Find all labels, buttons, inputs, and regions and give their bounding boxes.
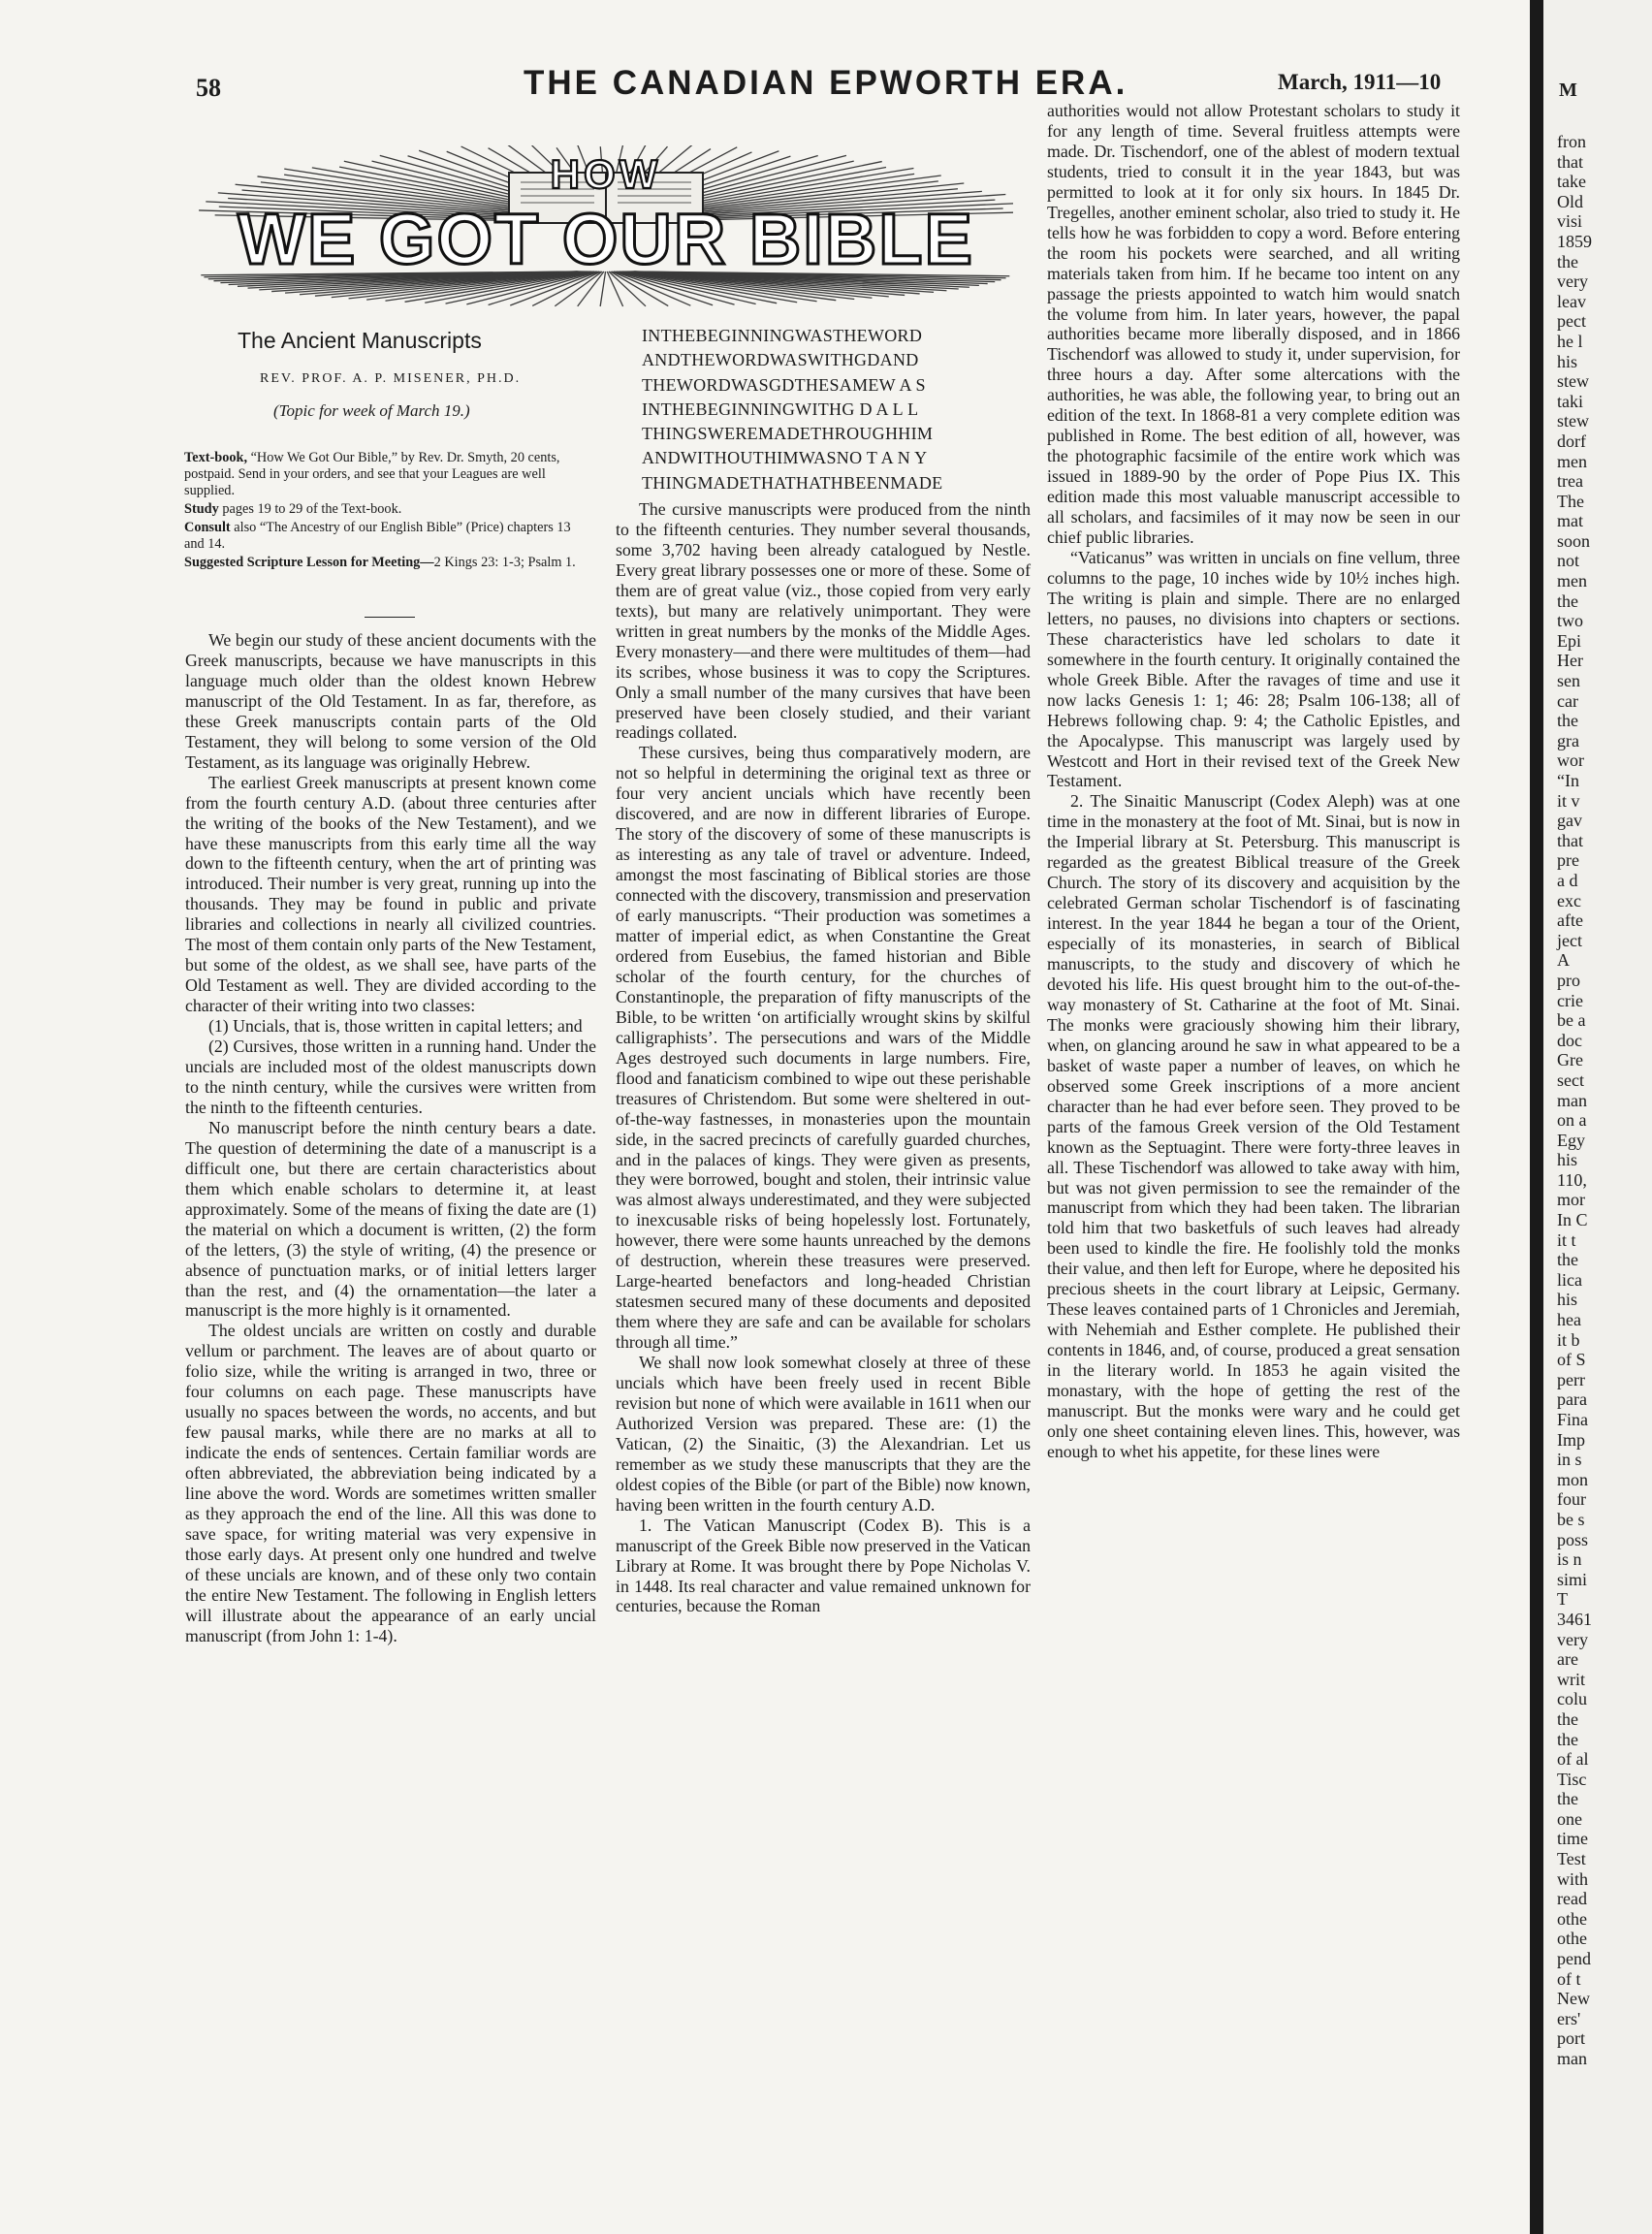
adjacent-line-fragment: fron xyxy=(1557,132,1586,151)
uncial-line: INTHEBEGINNINGWITHG D A L L xyxy=(642,399,919,419)
study-note xyxy=(184,520,593,553)
adjacent-line-fragment: his xyxy=(1557,351,1578,371)
adjacent-line-fragment: the xyxy=(1557,711,1578,731)
adjacent-line-fragment: car xyxy=(1557,690,1578,711)
adjacent-line-fragment: 3461 xyxy=(1557,1609,1592,1629)
adjacent-line-fragment: read xyxy=(1557,1889,1587,1909)
paragraph: The oldest uncials are written on costly and durable vellum or parchment. The leaves are of about quarto or folio size, while the writing is arranged in two, three or four columns on each page. These manuscripts have usually no spaces between the words, no accents, and but few pausal marks, while there are no marks at all to indicate the ends of sentences. Certain familiar words are often abbreviated, the abbreviation being indicated by a line above the word. Words are sometimes written smaller as they approach the end of the line. All this was done to save space, for writing material was very expensive in those early days. At present only one hundred and twelve of these uncials are known, and of these only two contain the entire New Testament. The following in English letters will illustrate about the appearance of an early uncial manuscript (from John 1: 1-4). xyxy=(185,1321,596,1645)
adjacent-line-fragment: very xyxy=(1557,1629,1588,1649)
adjacent-line-fragment: be a xyxy=(1557,1010,1586,1031)
column-2 xyxy=(616,499,1031,1616)
study-note xyxy=(184,501,593,518)
column-1 xyxy=(185,630,596,1646)
adjacent-line-fragment: A xyxy=(1557,950,1570,971)
adjacent-line-fragment: ject xyxy=(1557,930,1582,950)
uncial-line: THINGMADETHATHATHBEENMADE xyxy=(642,472,943,493)
study-note-label: Suggested Scripture Lesson for Meeting— xyxy=(184,555,434,570)
adjacent-line-fragment: exc xyxy=(1557,890,1581,910)
adjacent-line-fragment: two xyxy=(1557,611,1583,631)
adjacent-line-fragment: 110, xyxy=(1557,1169,1587,1190)
adjacent-line-fragment: Egy xyxy=(1557,1130,1585,1150)
uncial-line: THINGSWEREMADETHROUGHHIM xyxy=(642,424,934,444)
adjacent-line-fragment: doc xyxy=(1557,1030,1582,1050)
adjacent-line-fragment: Fina xyxy=(1557,1410,1589,1429)
adjacent-line-fragment: with xyxy=(1557,1868,1589,1889)
topic-line: (Topic for week of March 19.) xyxy=(273,401,470,420)
uncial-line: THEWORDWASGDTHESAMEW A S xyxy=(642,374,926,395)
adjacent-text-fragments xyxy=(1557,132,1652,2069)
adjacent-line-fragment: visi xyxy=(1557,211,1583,232)
adjacent-line-fragment: 1859 xyxy=(1557,231,1592,251)
adjacent-line-fragment: of al xyxy=(1557,1749,1589,1770)
adjacent-line-fragment: dorf xyxy=(1557,431,1586,451)
adjacent-line-fragment: In C xyxy=(1557,1210,1588,1230)
adjacent-line-fragment: his xyxy=(1557,1290,1578,1310)
adjacent-line-fragment: one xyxy=(1557,1808,1582,1829)
adjacent-line-fragment: it v xyxy=(1557,790,1580,811)
adjacent-line-fragment: man xyxy=(1557,2049,1587,2068)
adjacent-line-fragment: gav xyxy=(1557,811,1582,831)
adjacent-line-fragment: port xyxy=(1557,2028,1585,2049)
paragraph: “Vaticanus” was written in uncials on fine vellum, three columns to the page, 10 inches wide by 10½ inches high. The writing is plain and simple. There are no enlarged letters, no pauses, no divisions into chapters or sections. These characteristics have led scholars to date it somewhere in the fourth century. It originally contained the whole Greek Bible. After the ravages of time and use it now lacks Genesis 1: 1; 46: 28; Psalm 106-138; all of Hebrews following chap. 9: 4; the Catholic Epistles, and the Apocalypse. This manuscript was largely used by Westcott and Hort in their revised text of the Greek New Testament. xyxy=(1047,547,1460,791)
banner-title-main: WE GOT OUR BIBLE xyxy=(238,199,974,279)
adjacent-line-fragment: stew xyxy=(1557,411,1589,431)
title-banner xyxy=(199,145,1013,310)
adjacent-line-fragment: leav xyxy=(1557,291,1586,311)
adjacent-line-fragment: men xyxy=(1557,571,1587,591)
adjacent-line-fragment: mon xyxy=(1557,1469,1589,1489)
adjacent-line-fragment: pect xyxy=(1557,311,1586,332)
adjacent-line-fragment: afte xyxy=(1557,910,1583,931)
adjacent-line-fragment: in s xyxy=(1557,1450,1582,1470)
study-notes xyxy=(184,450,593,573)
adjacent-line-fragment: trea xyxy=(1557,471,1583,492)
adjacent-line-fragment: the xyxy=(1557,1789,1578,1809)
adjacent-line-fragment: it b xyxy=(1557,1329,1580,1350)
adjacent-line-fragment: gra xyxy=(1557,730,1579,750)
issue-date: March, 1911—10 xyxy=(1278,70,1442,94)
section-rule xyxy=(365,617,415,618)
paragraph: We shall now look somewhat closely at three of these uncials which have been freely used in recent Bible revision but none of which were available in 1611 when our Authorized Version was prepared. These are: (1) the Vatican, (2) the Sinaitic, (3) the Alexandrian. Let us remember as we study these manuscripts that they are the oldest copies of the Bible (or part of the Bible) now known, having been written in the fourth century A.D. xyxy=(616,1353,1031,1515)
paragraph: The earliest Greek manuscripts at present known come from the fourth century A.D. (about three centuries after the writing of the books of the New Testament), and we have these manuscripts from this early time all the way down to the fifteenth century, when the art of printing was introduced. Their number is very great, running up into the thousands. They may be found in public and private libraries and collections in nearly all civilized countries. The most of them contain only parts of the New Testament, but some of the oldest, as we shall see, have parts of the Old Testament as well. They are divided according to the character of their writing into two classes: xyxy=(185,772,596,1016)
banner-graphic xyxy=(199,145,1013,310)
adjacent-line-fragment: pro xyxy=(1557,970,1580,990)
adjacent-line-fragment: be s xyxy=(1557,1509,1585,1529)
adjacent-line-fragment: time xyxy=(1557,1829,1588,1849)
adjacent-line-fragment: pend xyxy=(1557,1949,1591,1969)
adjacent-line-fragment: it t xyxy=(1557,1229,1576,1250)
paragraph: 1. The Vatican Manuscript (Codex B). This is a manuscript of the Greek Bible now preserved in the Vatican Library at Rome. It was brought there by Pope Nicholas V. in 1448. Its real character and value remained unknown for centuries, because the Roman xyxy=(616,1515,1031,1616)
adjacent-line-fragment: sen xyxy=(1557,671,1580,691)
adjacent-line-fragment: simi xyxy=(1557,1569,1588,1589)
adjacent-line-fragment: Epi xyxy=(1557,630,1581,651)
adjacent-line-fragment: is n xyxy=(1557,1549,1582,1570)
adjacent-line-fragment: pre xyxy=(1557,850,1579,871)
study-note-label: Text-book, xyxy=(184,450,248,465)
paragraph: We begin our study of these ancient documents with the Greek manuscripts, because we have manuscripts in this language much older than the oldest known Hebrew manuscript of the Old Testament. In as far, therefore, as these Greek manuscripts contain parts of the Old Testament, they will belong to some version of the Old Testament, as its language was originally Hebrew. xyxy=(185,630,596,772)
adjacent-line-fragment: Test xyxy=(1557,1849,1586,1869)
adjacent-line-fragment: men xyxy=(1557,451,1587,471)
uncial-line: ANDTHEWORDWASWITHGDAND xyxy=(642,350,919,370)
adjacent-line-fragment: Old xyxy=(1557,191,1583,211)
adjacent-line-fragment: that xyxy=(1557,151,1583,172)
adjacent-line-fragment: para xyxy=(1557,1389,1587,1410)
adjacent-line-fragment: sect xyxy=(1557,1069,1584,1090)
study-note-text: also “The Ancestry of our English Bible” (Price) chapters 13 and 14. xyxy=(184,520,571,552)
article-title: The Ancient Manuscripts xyxy=(238,328,482,353)
adjacent-line-fragment: Tisc xyxy=(1557,1769,1587,1789)
uncial-line: INTHEBEGINNINGWASTHEWORD xyxy=(642,326,923,345)
column-3 xyxy=(1047,101,1460,1462)
adjacent-line-fragment: colu xyxy=(1557,1689,1587,1709)
study-note-label: Study xyxy=(184,501,219,517)
adjacent-line-fragment: that xyxy=(1557,830,1583,850)
adjacent-line-fragment: mor xyxy=(1557,1190,1585,1210)
paragraph: No manuscript before the ninth century bears a date. The question of determining the date of a manuscript is a difficult one, but there are certain characteristics about them which enable scholars to determine it, at least approximately. Some of the means of fixing the date are (1) the material on which a document is written, (2) the form of the letters, (3) the style of writing, (4) the presence or absence of punctuation marks, or of initial letters larger than the rest, and (4) the ornamentation—the later a manuscript is the more highly is it ornamented. xyxy=(185,1117,596,1321)
study-note xyxy=(184,450,593,499)
study-note-text: 2 Kings 23: 1-3; Psalm 1. xyxy=(433,555,576,570)
paragraph: The cursive manuscripts were produced from the ninth to the fifteenth centuries. They number several thousands, some 3,702 having been already catalogued by Nestle. Every great library possesses one or more of these. Some of them are of great value (viz., those copied from very early texts), but many are relatively unimportant. They were written in great numbers by the monks of the Middle Ages. Every monastery—and there were multitudes of them—had its scribes, whose business it was to copy the Scriptures. Only a small number of the many cursives that have been preserved have been closely studied, and their variant readings collated. xyxy=(616,499,1031,743)
byline: REV. PROF. A. P. MISENER, PH.D. xyxy=(260,371,522,386)
adjacent-line-fragment: taki xyxy=(1557,391,1583,411)
adjacent-line-fragment: soon xyxy=(1557,530,1591,551)
paragraph: authorities would not allow Protestant scholars to study it for any length of time. Several fruitless attempts were made. Dr. Tischendorf, one of the ablest of modern textual students, tried to consult it in the year 1843, but was permitted to look at it for only six hours. In 1845 Dr. Tregelles, another eminent scholar, also tried to study it. He tells how he was forbidden to copy a word. Before entering the room his pockets were searched, and all writing materials taken from him. If he became too intent on any passage the priests appointed to watch him would snatch the volume from him. In later years, however, the papal authorities became more liberally disposed, and in 1866 Tischendorf was allowed to study it, under supervision, for three hours a day. After some altercations with the authorities, he was able, the following year, to bring out an edition of the text. In 1868-81 a very complete edition was published in Rome. The best edition of all, however, was the photographic facsimile of the entire work which was issued in 1889-90 by the order of Pope Pius IX. This edition made this most valuable manuscript accessible to all scholars, and facsimiles of it may now be seen in our chief public libraries. xyxy=(1047,101,1460,548)
adjacent-line-fragment: his xyxy=(1557,1150,1578,1170)
adjacent-line-fragment: New xyxy=(1557,1989,1590,2009)
adjacent-line-fragment: Her xyxy=(1557,651,1583,671)
adjacent-line-fragment: a d xyxy=(1557,870,1578,890)
adjacent-line-fragment: “In xyxy=(1557,771,1579,790)
adjacent-line-fragment: writ xyxy=(1557,1669,1585,1689)
adjacent-line-fragment: Gre xyxy=(1557,1050,1583,1070)
adjacent-line-fragment: the xyxy=(1557,251,1578,271)
adjacent-line-fragment: very xyxy=(1557,271,1588,292)
adjacent-header-fragment: M xyxy=(1559,80,1577,101)
paragraph: (2) Cursives, those written in a running hand. Under the uncials are included most of the oldest manuscripts down to the ninth century, while the cursives were written from the ninth to the fifteenth centuries. xyxy=(185,1037,596,1117)
study-note-label: Consult xyxy=(184,520,231,535)
adjacent-line-fragment: othe xyxy=(1557,1929,1587,1949)
adjacent-line-fragment: hea xyxy=(1557,1310,1581,1330)
adjacent-page-edge xyxy=(1543,0,1652,2234)
adjacent-line-fragment: The xyxy=(1557,491,1584,511)
adjacent-line-fragment: crie xyxy=(1557,990,1583,1010)
adjacent-line-fragment: of S xyxy=(1557,1350,1586,1370)
adjacent-line-fragment: T xyxy=(1557,1589,1568,1610)
adjacent-line-fragment: Imp xyxy=(1557,1429,1585,1450)
uncial-line: ANDWITHOUTHIMWASNO T A N Y xyxy=(642,448,928,468)
adjacent-line-fragment: the xyxy=(1557,590,1578,611)
adjacent-line-fragment: mat xyxy=(1557,511,1583,531)
uncial-illustration xyxy=(642,324,1049,495)
paragraph: 2. The Sinaitic Manuscript (Codex Aleph) was at one time in the monastery at the foot of Mt. Sinai, but is now in the Imperial library at St. Petersburg. This manuscript is regarded as the greatest Biblical treasure of the Greek Church. The story of its discovery and acquisition by the celebrated German scholar Tischendorf is of fascinating interest. In the year 1844 he began a tour of the Orient, especially of its monasteries, in search of Biblical manuscripts, to the study and discovery of which he devoted his life. His quest brought him to the out-of-the-way monastery of St. Catharine at the foot of Mt. Sinai. The monks were graciously showing him their library, when, on glancing around he saw in what appeared to be a basket of waste paper a number of leaves, on which he observed some Greek inscriptions of a more ancient character than he had ever before seen. They proved to be parts of the famous Greek version of the Old Testament known as the Septuagint. There were forty-three leaves in all. These Tischendorf was allowed to take away with him, but was not given permission to see the remainder of the manuscript from which they had been taken. The librarian told him that two basketfuls of such leaves had already been used to kindle the fire. He foolishly told the monks their value, and then left for Europe, where he deposited his precious sheets in the court library at Leipsic, Germany. These leaves contained parts of 1 Chronicles and Jeremiah, with Nehemiah and Esther complete. He published their contents in 1846, and, of course, produced a great sensation in the literary world. In 1853 he again visited the monastary, with the hope of getting the rest of the manuscript. But the monks were wary and he could get only one sheet containing eleven lines. This, however, was enough to whet his appetite, for these lines were xyxy=(1047,791,1460,1461)
page-number: 58 xyxy=(196,74,221,102)
adjacent-line-fragment: lica xyxy=(1557,1269,1582,1290)
adjacent-line-fragment: of t xyxy=(1557,1968,1581,1989)
adjacent-line-fragment: man xyxy=(1557,1090,1587,1110)
adjacent-line-fragment: on a xyxy=(1557,1110,1587,1131)
paragraph: (1) Uncials, that is, those written in capital letters; and xyxy=(208,1016,583,1037)
adjacent-line-fragment: take xyxy=(1557,172,1586,192)
adjacent-line-fragment: poss xyxy=(1557,1529,1589,1549)
adjacent-line-fragment: the xyxy=(1557,1250,1578,1270)
adjacent-line-fragment: are xyxy=(1557,1649,1578,1670)
adjacent-line-fragment: he l xyxy=(1557,331,1583,351)
banner-title-top: HOW xyxy=(550,151,662,197)
adjacent-line-fragment: four xyxy=(1557,1489,1586,1510)
adjacent-line-fragment: wor xyxy=(1557,750,1584,771)
study-note xyxy=(184,555,593,571)
adjacent-line-fragment: the xyxy=(1557,1708,1578,1729)
study-note-text: pages 19 to 29 of the Text-book. xyxy=(218,501,402,517)
adjacent-line-fragment: not xyxy=(1557,551,1580,571)
adjacent-line-fragment: perr xyxy=(1557,1369,1585,1389)
adjacent-line-fragment: the xyxy=(1557,1729,1578,1749)
journal-title: THE CANADIAN EPWORTH ERA. xyxy=(524,64,1128,102)
adjacent-line-fragment: othe xyxy=(1557,1908,1587,1929)
adjacent-line-fragment: stew xyxy=(1557,371,1589,392)
paragraph: These cursives, being thus comparatively modern, are not so helpful in determining the original text as three or four very ancient uncials which have recently been discovered, and are now in different libraries of Europe. The story of the discovery of some of these manuscripts is as interesting as any tale of travel or adventure. Indeed, amongst the most fascinating of Biblical stories are those connected with the discovery, transmission and preservation of early manuscripts. “Their production was sometimes a matter of imperial edict, as when Constantine the Great ordered from Eusebius, the famed historian and Bible scholar of the fourth century, for the churches of Constantinople, the preparation of fifty manuscripts of the Bible, to be written ‘on artificially wrought skins by skilful calligraphists’. The persecutions and wars of the Middle Ages destroyed such documents in large numbers. Fire, flood and fanaticism combined to wipe out these perishable treasures of Christendom. But some were sheltered in out-of-the-way fastnesses, in monasteries upon the mountain side, in the sacred precincts of carefully guarded churches, and in the palaces of kings. They were given as presents, they were borrowed, bought and stolen, their intrinsic value was almost always underestimated, and they were subjected to inexcusable risks of being hopelessly lost. Fortunately, however, there were some haunts unreached by the demons of destruction, wherein these treasures were preserved. Large-hearted benefactors and long-headed Christian statesmen secured many of these documents and deposited them where they are safe and can be available for scholars through all time.” xyxy=(616,743,1031,1353)
study-note-text: “How We Got Our Bible,” by Rev. Dr. Smyth, 20 cents, postpaid. Send in your orders, and see that your Leagues are well supplied. xyxy=(184,450,560,498)
adjacent-line-fragment: ers' xyxy=(1557,2008,1581,2028)
binding-gutter xyxy=(1530,0,1543,2234)
